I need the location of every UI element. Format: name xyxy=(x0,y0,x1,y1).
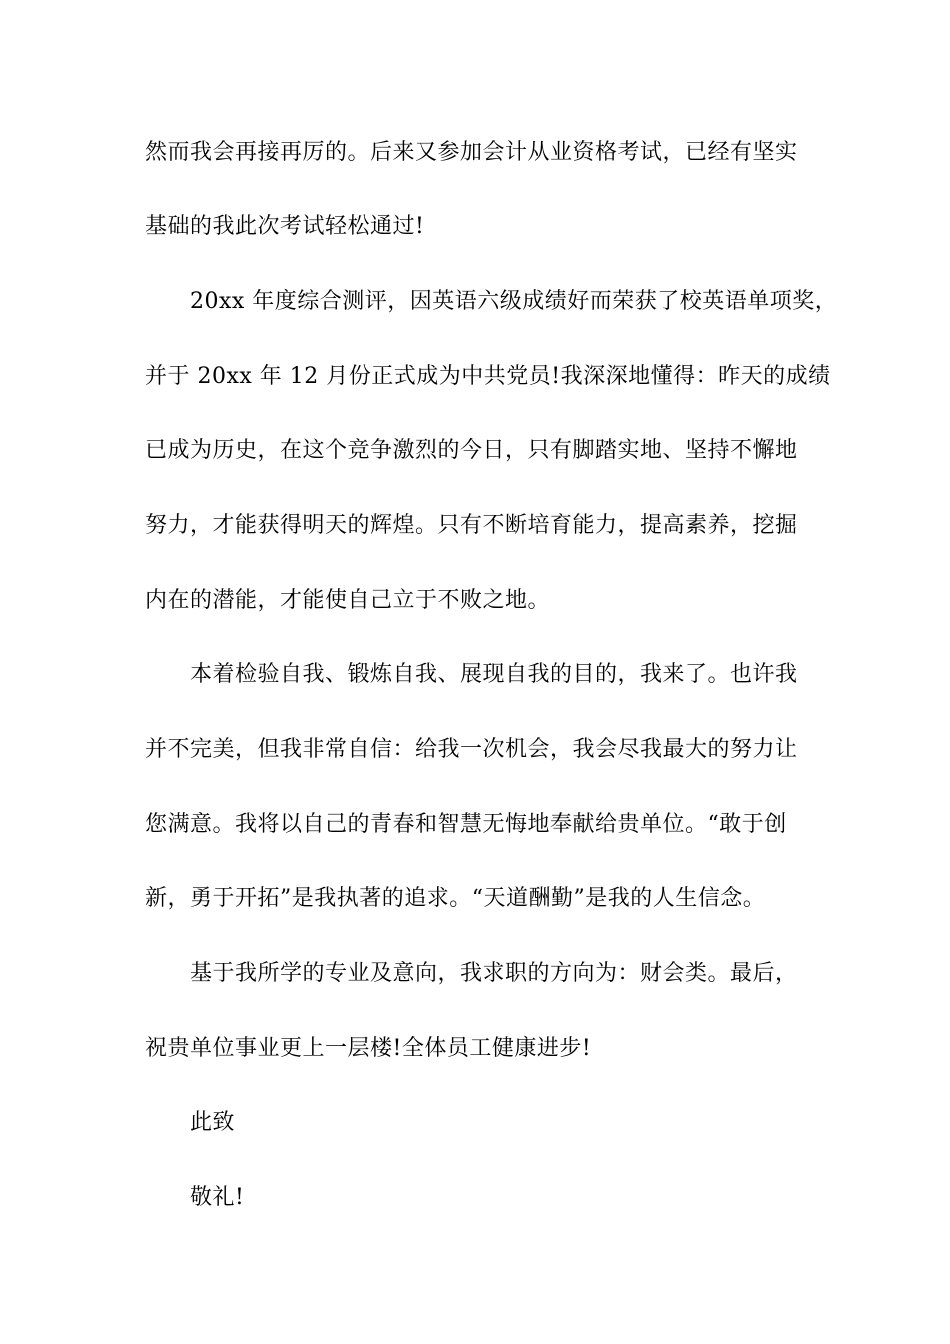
text-line: 内在的潜能，才能使自己立于不败之地。 xyxy=(145,588,551,613)
paragraph-start-line: 基于我所学的专业及意向，我求职的方向为：财会类。最后， xyxy=(190,961,798,986)
paragraph-start-line: 20xx 年度综合测评，因英语六级成绩好而荣获了校英语单项奖， xyxy=(190,289,838,314)
text-line: 您满意。我将以自己的青春和智慧无悔地奉献给贵单位。“敢于创 xyxy=(145,812,787,837)
text-line: 并于 20xx 年 12 月份正式成为中共党员!我深深地懂得：昨天的成绩 xyxy=(145,364,831,389)
text-line: 祝贵单位事业更上一层楼!全体员工健康进步! xyxy=(145,1036,592,1061)
closing-regards: 敬礼! xyxy=(190,1185,245,1210)
text-line: 并不完美，但我非常自信：给我一次机会，我会尽我最大的努力让 xyxy=(145,737,798,762)
paragraph-start-line: 本着检验自我、锻炼自我、展现自我的目的，我来了。也许我 xyxy=(190,662,798,687)
text-line: 新，勇于开拓”是我执著的追求。“天道酬勤”是我的人生信念。 xyxy=(145,886,766,911)
closing-salutation: 此致 xyxy=(190,1110,236,1135)
text-line: 基础的我此次考试轻松通过! xyxy=(145,214,425,239)
text-line: 努力，才能获得明天的辉煌。只有不断培育能力，提高素养，挖掘 xyxy=(145,513,798,538)
text-line: 然而我会再接再厉的。后来又参加会计从业资格考试，已经有坚实 xyxy=(145,140,798,165)
text-line: 已成为历史，在这个竞争激烈的今日，只有脚踏实地、坚持不懈地 xyxy=(145,438,798,463)
